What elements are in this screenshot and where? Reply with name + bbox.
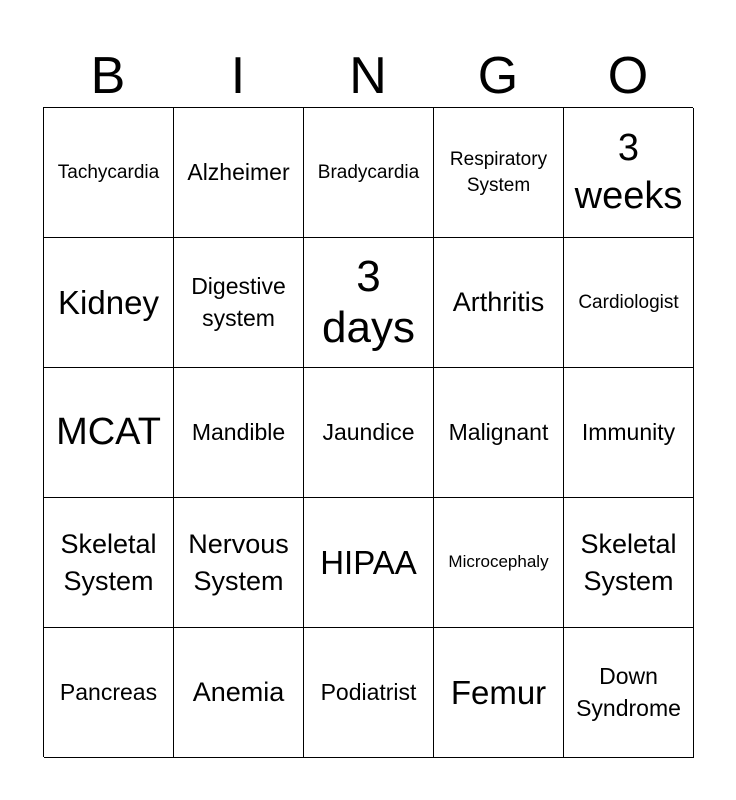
header-letter-g: G bbox=[477, 47, 519, 105]
bingo-cell[interactable] bbox=[434, 628, 564, 758]
header-letter-b: B bbox=[90, 47, 126, 105]
bingo-cell[interactable] bbox=[174, 368, 304, 498]
cell-text: Bradycardia bbox=[317, 161, 420, 183]
cell-text: Alzheimer bbox=[187, 158, 290, 185]
cell-text: Down Syndrome bbox=[576, 663, 681, 721]
bingo-cell[interactable] bbox=[44, 498, 174, 628]
bingo-cell[interactable] bbox=[44, 628, 174, 758]
cell-text: Arthritis bbox=[452, 287, 545, 318]
bingo-header bbox=[43, 44, 693, 108]
bingo-cell[interactable] bbox=[304, 498, 434, 628]
bingo-cell[interactable] bbox=[564, 368, 694, 498]
cell-text: Podiatrist bbox=[320, 678, 417, 705]
bingo-cell[interactable] bbox=[304, 628, 434, 758]
cell-text: Kidney bbox=[58, 283, 159, 321]
bingo-card-grid bbox=[43, 107, 693, 757]
cell-text: Pancreas bbox=[59, 678, 158, 705]
bingo-cell[interactable] bbox=[174, 628, 304, 758]
bingo-cell[interactable] bbox=[434, 238, 564, 368]
bingo-cell[interactable] bbox=[434, 108, 564, 238]
cell-text: Digestive system bbox=[191, 273, 286, 331]
bingo-cell[interactable] bbox=[304, 368, 434, 498]
cell-text: HIPAA bbox=[320, 543, 417, 581]
cell-text: Microcephaly bbox=[448, 552, 549, 572]
cell-text: 3 weeks bbox=[574, 127, 683, 217]
cell-text: Mandible bbox=[191, 418, 286, 445]
cell-text: Malignant bbox=[448, 418, 549, 445]
header-letter-o: O bbox=[607, 47, 649, 105]
cell-text: Cardiologist bbox=[578, 291, 679, 313]
bingo-cell[interactable] bbox=[564, 498, 694, 628]
bingo-cell[interactable] bbox=[564, 108, 694, 238]
cell-text: 3 days bbox=[322, 251, 415, 352]
bingo-cell[interactable] bbox=[304, 238, 434, 368]
header-letter-i: I bbox=[230, 47, 246, 105]
cell-text: Skeletal System bbox=[60, 529, 157, 596]
cell-text: Anemia bbox=[192, 677, 285, 708]
bingo-cell[interactable] bbox=[564, 628, 694, 758]
cell-text: Femur bbox=[450, 673, 547, 711]
bingo-cell[interactable] bbox=[174, 238, 304, 368]
cell-text: Immunity bbox=[581, 418, 676, 445]
cell-text: Jaundice bbox=[322, 418, 415, 445]
cell-text: Respiratory System bbox=[449, 148, 548, 196]
bingo-cell[interactable] bbox=[174, 498, 304, 628]
cell-text: Skeletal System bbox=[580, 529, 677, 596]
bingo-cell[interactable] bbox=[174, 108, 304, 238]
cell-text: Nervous System bbox=[188, 529, 289, 596]
cell-text: Tachycardia bbox=[57, 161, 160, 183]
bingo-cell[interactable] bbox=[434, 368, 564, 498]
header-letter-n: N bbox=[349, 47, 387, 105]
bingo-cell[interactable] bbox=[304, 108, 434, 238]
bingo-cell[interactable] bbox=[44, 108, 174, 238]
bingo-cell[interactable] bbox=[564, 238, 694, 368]
bingo-cell[interactable] bbox=[434, 498, 564, 628]
cell-text: MCAT bbox=[56, 410, 161, 453]
bingo-cell[interactable] bbox=[44, 368, 174, 498]
bingo-cell[interactable] bbox=[44, 238, 174, 368]
